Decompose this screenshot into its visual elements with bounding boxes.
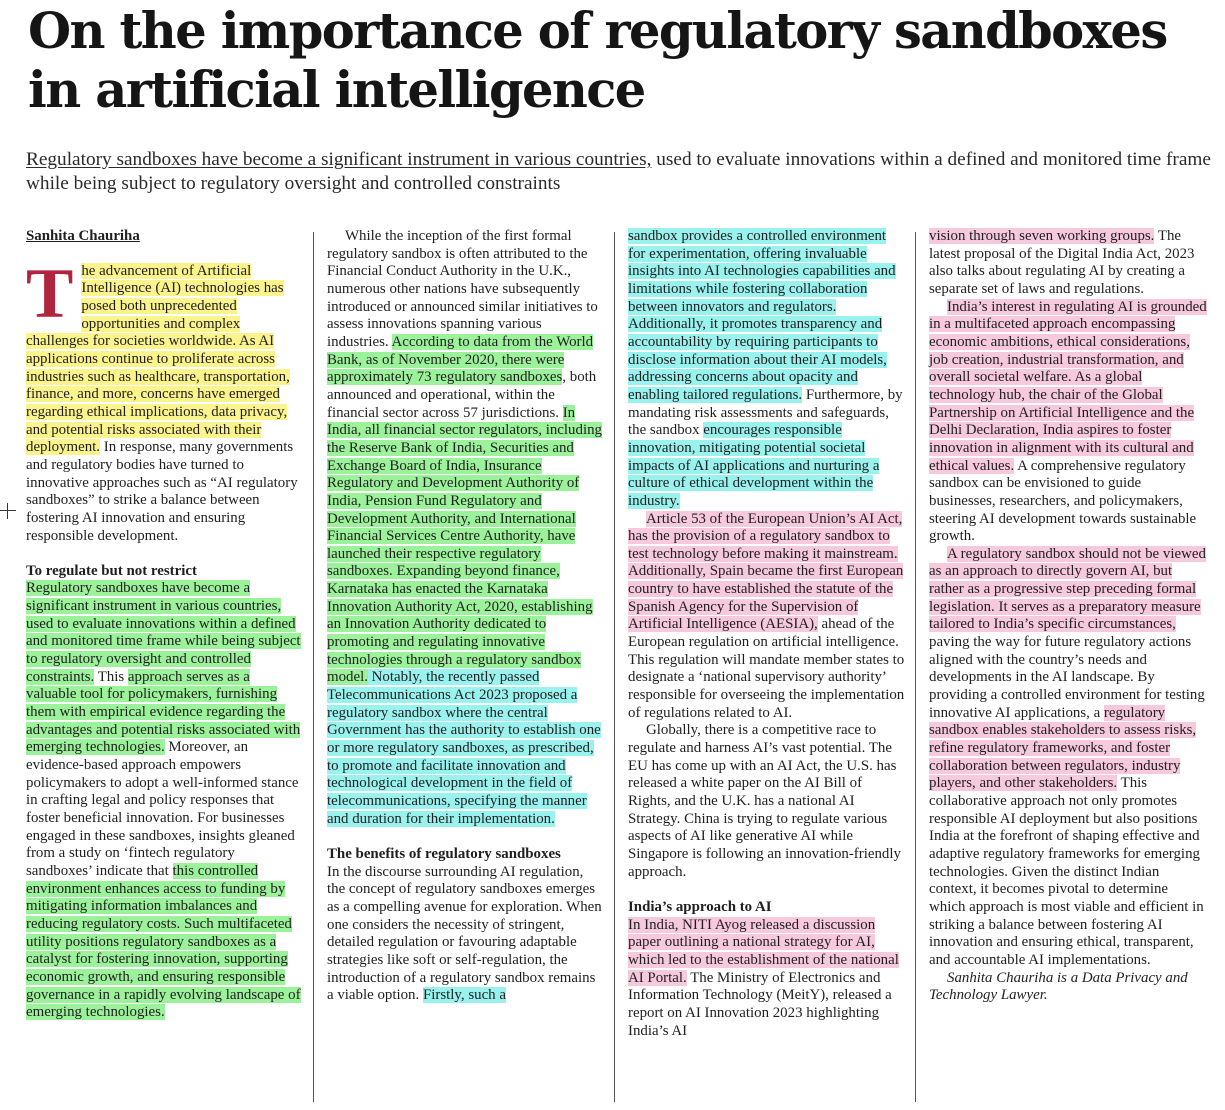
body-text: In the discourse surrounding AI regulation, the concept of regulatory sandboxes emerges as a compelling avenue for exploration. When one considers the necessity of stringent, detailed regulation or favouring adaptable strategies like soft or self-regulation, the introduction of a regulatory sandbox remains a viable option. [327,863,602,1004]
highlight-cyan: encourages responsible innovation, mitigating potential societal impacts of AI applications and nurturing a culture of ethical development within the industry. [628,422,880,509]
body-text: The Ministry of Electronics and Information Technology (MeitY), released a report on AI Innovation 2023 highlighting India’s AI [628,969,892,1039]
highlight-cyan: Notably, the recently passed Telecommunications Act 2023 proposed a regulatory sandbox where the central Government has the authority to establish one or more regulatory sandboxes, as prescribed, to promote and facilitate innovation and technological development in the field of telecommunications, specifying the manner and duration for their implementation. [327,669,601,827]
drop-cap: T [26,254,74,333]
highlight-pink: Article 53 of the European Union’s AI Act, has the provision of a regulatory sandbox to test technology before making it mainstream. Additionally, Spain became the first European country to have established the statute of the Spanish Agency for the Supervision of Artificial Intelligence (AESIA), [628,510,904,633]
column-2 [327,228,605,1100]
body-text: Furthermore, by mandating risk assessments and safeguards, the sandbox [628,386,903,439]
highlight-pink: India’s interest in regulating AI is grounded in a multifaceted approach encompassing economic ambitions, ethical considerations, job creation, industrial transformation, and overall societal welfare. As a global technology hub, the chair of the Global Partnership on Artificial Intelligence and the Delhi Declaration, India aspires to foster innovation in alignment with its cultural and ethical values. [929,298,1207,474]
body-text: This collaborative approach not only promotes responsible AI deployment but also positions India at the forefront of shaping effective and adaptive regulatory frameworks for emerging technologies. Given the distinct Indian context, it becomes pivotal to determine which approach is most viable and efficient in striking a balance between fostering AI innovation and ensuring ethical, transparent, and accountable AI implementations. [929,775,1204,968]
col4-paragraph-3 [929,546,1207,970]
col4-paragraph-1 [929,228,1207,299]
crosshair-icon [0,503,16,519]
body-text: paving the way for future regulatory actions aligned with the country’s needs and developments in the AI landscape. By providing a controlled environment for testing innovative AI applications, a [929,634,1205,721]
intro-paragraph [26,254,304,546]
highlight-cyan: Firstly, such a [422,987,506,1004]
highlight-pink: In India, NITI Ayog released a discussion paper outlining a national strategy for AI, which led to the establishment of the national AI Portal. [628,916,899,986]
body-text: ahead of the European regulation on artificial intelligence. This regulation will mandate member states to designate a ‘national supervisory authority’ responsible for overseeing the implementation of regulations related to AI. [628,616,905,721]
standfirst-rest: used to evaluate innovations within a defined and monitored time frame while being subject to regulatory oversight and controlled constraints [26,149,1211,194]
highlight-pink: vision through seven working groups. [929,228,1155,244]
highlight-green: According to data from the World Bank, as of November 2020, there were approximately 73 regulatory sandboxes [327,333,594,386]
highlight-pink: A regulatory sandbox should not be viewed as an approach to directly govern AI, but rather as a progressive step preceding formal legislation. It serves as a preparatory measure tailored to India’s specific circumstances, [929,545,1206,633]
body-text: Moreover, an evidence-based approach empowers policymakers to adopt a well-informed stance in crafting legal and policy responses that foster beneficial innovation. For businesses engaged in these sandboxes, insights gleaned from a study on ‘fintech regulatory sandboxes’ indicate that [26,739,299,879]
col2-paragraph-1 [327,228,605,828]
author-note: Sanhita Chauriha is a Data Privacy and Technology Lawyer. [929,969,1188,1004]
col3-paragraph-3: Globally, there is a competitive race to regulate and harness AI’s vast potential. The EU has come up with an AI Act, the U.S. has released a white paper on the AI Bill of Rights, and the U.K. has a national AI Strategy. China is trying to regulate various aspects of AI like generative AI while Singapore is following an innovation-friendly approach. [628,722,901,880]
standfirst [26,148,1216,196]
col4-paragraph-2 [929,299,1207,546]
highlight-green: In India, all financial sector regulators, including the Reserve Bank of India, Securities and Exchange Board of India, Insurance Regulatory and Development Authority of India, Pension Fund Regulatory and Development Authority, and International Financial Services Centre Authority, have launched their respective regulatory sandboxes. Expanding beyond finance, Karnataka has enacted the Karnataka Innovation Authority Act, 2020, establishing an Innovation Authority dedicated to promoting and regulating innovative technologies through a regulatory sandbox model. [327,404,602,686]
col3-paragraph-2 [628,511,906,723]
col3-paragraph-1 [628,228,906,511]
section1-paragraph [26,580,304,1021]
highlight-cyan: sandbox provides a controlled environment for experimentation, offering invaluable insights into AI technologies capabilities and limitations while fostering collaboration between innovators and regulators. Additionally, it promotes transparency and accountability by requiring participants to disclose information about their AI models, addressing concerns about opacity and enabling tailored regulations. [628,228,896,403]
col2-paragraph-2 [327,864,605,1005]
intro-text: In response, many governments and regulatory bodies have turned to innovative approaches such as “AI regulatory sandboxes” to strike a balance between fostering AI innovation and ensuring responsible development. [26,439,298,544]
headline: On the importance of regulatory sandboxes in artificial intelligence [28,2,1167,119]
section-heading-india: India’s approach to AI [628,898,772,915]
column-4 [929,228,1207,1100]
column-1 [26,228,304,1100]
body-text: A comprehensive regulatory sandbox can be envisioned to guide businesses, researchers, and policymakers, steering AI development towards sustainable growth. [929,457,1197,545]
highlight-green: this controlled environment enhances access to funding by mitigating information imbalances and reducing regulatory costs. Such multifaceted utility positions regulatory sandboxes as a catalyst for fostering innovation, supporting economic growth, and ensuring responsible governance in a rapidly evolving landscape of emerging technologies. [26,862,301,1021]
column-3 [628,228,906,1100]
section-heading-benefits: The benefits of regulatory sandboxes [327,845,561,862]
column-divider [614,232,615,1102]
body-text: While the inception of the first formal regulatory sandbox is often attributed to the Financial Conduct Authority in the U.K., numerous other nations have subsequently introduced or announced similar initiatives to assess innovations spanning various industries. [327,228,598,350]
highlight-yellow: he advancement of Artificial Intelligence (AI) technologies has posed both unprecedented opportunities and complex challenges for societies worldwide. As AI applications continue to proliferate across industries such as healthcare, transportation, finance, and more, concerns have emerged regarding ethical implications, data privacy, and potential risks associated with their deployment. [26,262,290,456]
byline: Sanhita Chauriha [26,228,140,244]
col3-paragraph-4 [628,917,906,1041]
highlight-pink: regulatory sandbox enables stakeholders to assess risks, refine regulatory frameworks, and foster collaboration between regulators, industry players, and other stakeholders. [929,704,1197,792]
body-text: The latest proposal of the Digital India Act, 2023 also talks about regulating AI by creating a separate set of laws and regulations. [929,228,1195,297]
highlight-green: approach serves as a valuable tool for policymakers, furnishing them with empirical evidence regarding the advantages and potential risks associated with emerging technologies. [26,668,301,756]
highlight-green: Regulatory sandboxes have become a significant instrument in various countries, used to evaluate innovations within a defined and monitored time frame while being subject to regulatory oversight and controlled constraints. [26,580,301,685]
section-heading-regulate: To regulate but not restrict [26,562,197,579]
column-divider [313,232,314,1102]
body-text: , both announced and operational, within the financial sector across 57 jurisdictions. [327,369,597,421]
column-divider [915,232,916,1102]
standfirst-underlined: Regulatory sandboxes have become a significant instrument in various countries, [26,149,652,170]
body-text: This [94,668,128,685]
